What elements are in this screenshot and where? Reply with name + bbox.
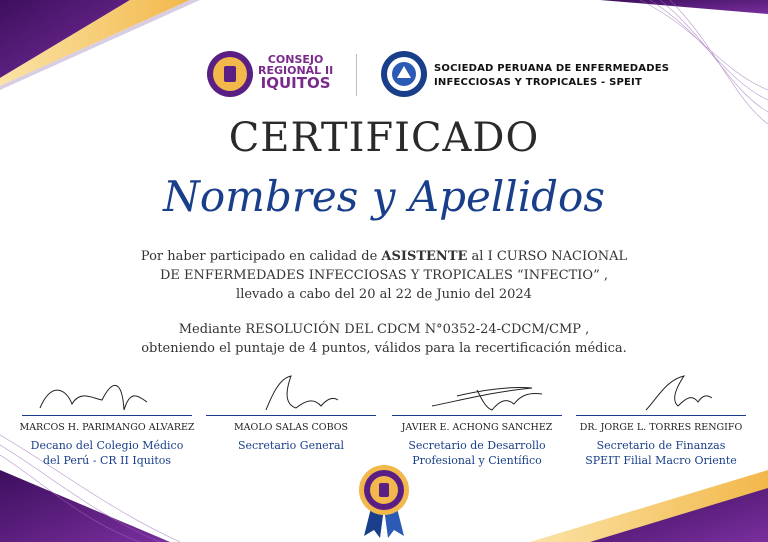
- signatory-role: Secretario de Finanzas SPEIT Filial Macro Oriente: [585, 439, 737, 467]
- resolution-text: Mediante RESOLUCIÓN DEL CDCM N°0352-24-CDCM/CMP , obteniendo el puntaje de 4 puntos, válidos para la recertificación médica.: [141, 322, 627, 356]
- signatory-role: Secretario General: [237, 439, 345, 452]
- signature-line: [392, 415, 562, 416]
- signatory-role: Secretario de Desarrollo Profesional y Científico: [408, 439, 546, 467]
- consejo-regional-wordmark: CONSEJO REGIONAL II IQUITOS: [258, 53, 334, 92]
- logo-divider: [356, 54, 357, 96]
- consejo-regional-seal-icon: [206, 50, 254, 98]
- handwritten-signature: [382, 370, 572, 416]
- handwritten-signature: [12, 370, 202, 416]
- recipient-name: Nombres y Apellidos: [163, 172, 605, 221]
- participation-text: Por haber participado en calidad de ASISTENTE al I CURSO NACIONAL DE ENFERMEDADES INFECCIOSAS Y TROPICALES “INFECTIO” , llevado a cabo del 20 al 22 de Junio del 2024: [140, 249, 628, 302]
- certificate-title: CERTIFICADO: [228, 115, 540, 161]
- logo-row: [0, 46, 768, 106]
- signatory-role: Decano del Colegio Médico del Perú - CR II Iquitos: [30, 439, 184, 467]
- signatory-name: JAVIER E. ACHONG SANCHEZ: [401, 422, 553, 433]
- signature-line: [206, 415, 376, 416]
- participant-role: ASISTENTE: [381, 249, 468, 264]
- speit-seal-icon: [380, 50, 428, 98]
- signatory-name: MAOLO SALAS COBOS: [233, 422, 349, 433]
- signatory-name: MARCOS H. PARIMANGO ALVAREZ: [19, 422, 195, 433]
- signatory-name: DR. JORGE L. TORRES RENGIFO: [579, 422, 743, 433]
- award-medal-icon: [358, 464, 410, 538]
- handwritten-signature: [566, 370, 756, 416]
- speit-wordmark: SOCIEDAD PERUANA DE ENFERMEDADES INFECCIOSAS Y TROPICALES - SPEIT: [434, 63, 670, 88]
- handwritten-signature: [196, 370, 386, 416]
- signature-line: [576, 415, 746, 416]
- signature-line: [22, 415, 192, 416]
